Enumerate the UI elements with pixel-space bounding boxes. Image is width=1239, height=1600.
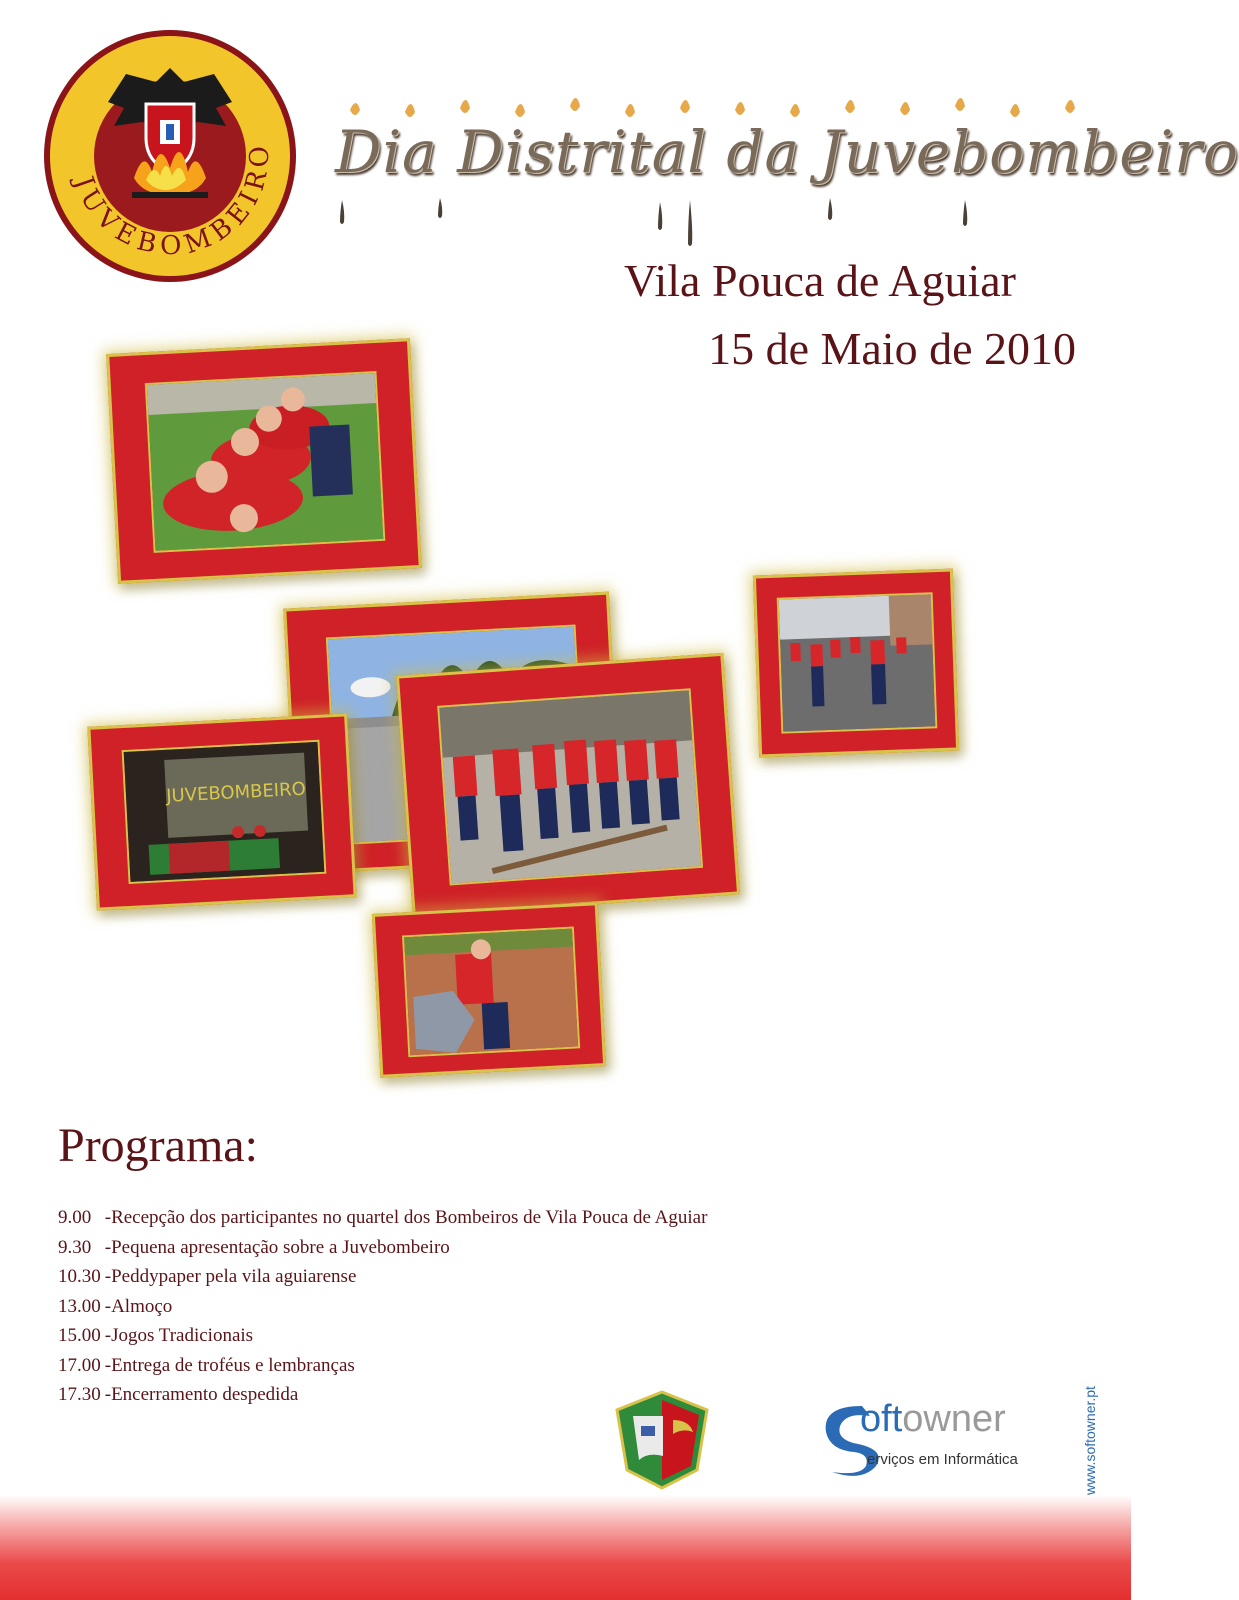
photo-frame-group-hug — [106, 338, 422, 584]
event-place: Vila Pouca de Aguiar — [624, 255, 1016, 306]
schedule-item — [58, 1233, 707, 1263]
photo-frame-team-game — [396, 653, 740, 917]
logo-ring-text: JUVEBOMBEIRO — [68, 139, 276, 262]
municipal-crest-icon — [613, 1390, 711, 1490]
softowner-name-oft: oft — [860, 1398, 903, 1440]
schedule-text: -Pequena apresentação sobre a Juvebombeiro — [104, 1236, 450, 1258]
schedule-time: 13.00 — [58, 1295, 101, 1317]
juvebombeiro-logo — [42, 28, 298, 284]
photo-frame-parade — [753, 569, 959, 758]
schedule-item — [58, 1321, 707, 1351]
schedule-item — [58, 1292, 707, 1322]
photo-frame-activity — [372, 902, 606, 1078]
schedule-list — [58, 1203, 707, 1410]
softowner-name-owner: owner — [902, 1398, 1006, 1440]
photo-group-hug — [145, 371, 386, 553]
schedule-text: -Jogos Tradicionais — [104, 1325, 254, 1346]
schedule-time: 17.00 — [58, 1354, 101, 1376]
photo-activity — [402, 926, 580, 1057]
softowner-website: www.softowner.pt — [1082, 1386, 1098, 1495]
event-title: Dia Distrital da Juvebombeiro — [335, 118, 1239, 186]
schedule-text: -Peddypaper pela vila aguiarense — [104, 1266, 357, 1287]
schedule-time: 9.00 — [58, 1207, 92, 1228]
photo-team-game — [437, 688, 703, 885]
schedule-item — [58, 1380, 707, 1410]
schedule-time: 9.30 — [58, 1236, 92, 1258]
softowner-name — [860, 1398, 1006, 1441]
footer-red-gradient — [0, 1495, 1131, 1600]
photo-banner-text: JUVEBOMBEIRO — [165, 778, 307, 807]
schedule-time: 17.30 — [58, 1384, 101, 1405]
schedule-text: -Almoço — [104, 1295, 173, 1317]
schedule-time: 10.30 — [58, 1266, 101, 1287]
softowner-tagline: erviços em Informática — [867, 1451, 1018, 1468]
schedule-text: -Entrega de troféus e lembranças — [104, 1354, 355, 1376]
programa-heading: Programa: — [58, 1119, 258, 1172]
schedule-item — [58, 1262, 707, 1292]
photo-auditorium — [122, 740, 327, 884]
schedule-text: -Encerramento despedida — [104, 1384, 299, 1405]
event-date: 15 de Maio de 2010 — [708, 323, 1076, 374]
schedule-item — [58, 1203, 707, 1233]
photo-parade — [777, 592, 938, 733]
photo-frame-auditorium — [87, 713, 356, 910]
schedule-text: -Recepção dos participantes no quartel dos Bombeiros de Vila Pouca de Aguiar — [104, 1207, 708, 1228]
schedule-item — [58, 1351, 707, 1381]
schedule-time: 15.00 — [58, 1325, 101, 1346]
